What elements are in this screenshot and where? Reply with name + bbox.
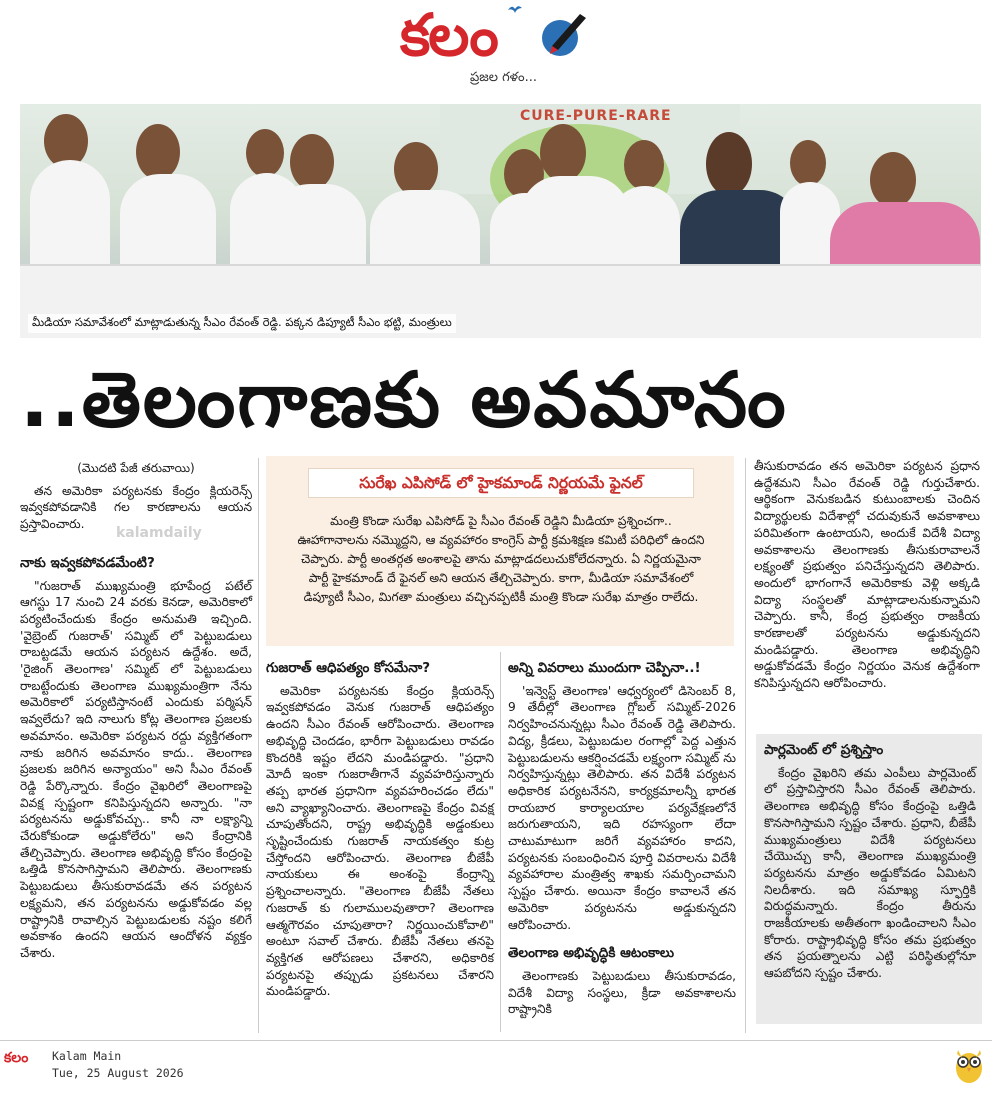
- edition-name: Kalam Main: [52, 1049, 122, 1063]
- article-column-3: [508, 654, 736, 1018]
- article-column-4: [754, 458, 980, 692]
- footer-logo[interactable]: కలం: [4, 1050, 29, 1066]
- paragraph: 'ఇన్వెస్ట్ తెలంగాణ' ఆధ్వర్యంలో డిసెంబర్ 8, 9 తేదీల్లో తెలంగాణ గ్లోబల్ సమ్మిట్-2026 నిర్వహించనున్నట్లు సీఎం రేవంత్ రెడ్డి తెలిపారు. విద్య, క్రీడలు, పెట్టుబడుల రంగాల్లో పెద్ద ఎత్తున పెట్టుబడులను ఆకర్షించడమే లక్ష్యంగా సమ్మిట్ ను నిర్వహిస్తున్నట్లు తెలిపారు. తన విదేశీ పర్యటన అధికారిక పర్యటనేనని, కార్యక్రమాలన్నీ భారత రాయబార కార్యాలయాల పర్యవేక్షణలోనే జరుగుతాయని, ఇది రహస్యంగా లేదా చాటుమాటుగా జరిగే వ్యవహారం కాదని, పర్యటనకు సంబంధించిన పూర్తి వివరాలను విదేశీ వ్యవహారాల మంత్రిత్వ శాఖకు సమర్పించామని స్పష్టం చేశారు. అయినా కేంద్రం కావాలనే తన అమెరికా పర్యటనను అడ్డుకున్నదని ఆరోపించారు.: [508, 683, 736, 932]
- logo[interactable]: కలం: [400, 1, 497, 69]
- paragraph: తీసుకురావడం తన అమెరికా పర్యటన ప్రధాన ఉద్దేశమని సీఎం రేవంత్ రెడ్డి గుర్తుచేశారు. ఆర్థికంగా వెనుకబడిన కుటుంబాలకు చెందిన విద్యార్థులకు విదేశాల్లో చదువుకునే అవకాశాలు పరిమితంగా ఉంటాయని, అందుకే విదేశీ విద్యా అవకాశాలను తెలంగాణకు తీసుకురావాలనే లక్ష్యంతో ప్రభుత్వం పనిచేస్తున్నదని తెలిపారు. అందులో భాగంగానే అమెరికాకు వెళ్లి అక్కడి విద్యా సంస్థలతో మాట్లాడాలనుకున్నామని చెప్పారు. కానీ, కేంద్ర ప్రభుత్వం రాజకీయ కారణాలతో పర్యటనను అడ్డుకున్నదని మండిపడ్డారు. తెలంగాణ అభివృద్ధిని అడ్డుకోవడమే కేంద్రం నిర్ణయం వెనుక ఉద్దేశంగా కనిపిస్తున్నదని ఆరోపించారు.: [754, 459, 980, 691]
- paragraph: కేంద్రం వైఖరిని తమ ఎంపీలు పార్లమెంట్ లో ప్రస్తావిస్తారని సీఎం రేవంత్ తెలిపారు. తెలంగాణ అభివృద్ధి కోసం కేంద్రంపై ఒత్తిడి కొనసాగిస్తామని స్పష్టం చేశారు. ప్రధాని, బీజేపీ ముఖ్యమంత్రులు విదేశీ పర్యటనలు చేయొచ్చు కానీ, తెలంగాణ ముఖ్యమంత్రి పర్యటనను మాత్రం అడ్డుకోవడం ఏమిటని నిలదీశారు. ఇది సమాఖ్య స్ఫూర్తికి విరుద్ధమన్నారు. కేంద్రం తీరును రాజకీయాలకు అతీతంగా ఖండించాలని సీఎం కోరారు. రాష్ట్రాభివృద్ధి కోసం తమ ప్రభుత్వం తన ప్రయత్నాలను ఎట్టి పరిస్థితుల్లోనూ ఆపబోదని స్పష్టం చేశారు.: [764, 765, 976, 981]
- subheading: నాకు ఇవ్వకపోవడమేంటి?: [20, 554, 155, 571]
- logo-tagline: ప్రజల గళం...: [470, 70, 538, 85]
- box-body: మంత్రి కొండా సురేఖ ఎపిసోడ్ పై సీఎం రేవంత్ రెడ్డిని మీడియా ప్రశ్నించగా.. ఊహాగానాలను నమ్మొద్దని, ఆ వ్యవహారం కాంగ్రెస్ పార్టీ క్రమశిక్షణ కమిటీ పరిధిలో ఉందని చెప్పారు. పార్టీ అంతర్గత అంశాలపై తాను మాట్లాడదలుచుకోలేదన్నారు. ఏ నిర్ణయమైనా పార్టీ హైకమాండ్ దే ఫైనల్ అని ఆయన తేల్చిచెప్పారు. కాగా, మీడియా సమావేశంలో డిప్యూటీ సీఎం, మిగతా మంత్రులు వచ్చినప్పటికీ మంత్రి కొండా సురేఖ మాత్రం రాలేదు.: [297, 514, 705, 604]
- headline: ..తెలంగాణకు అవమానం: [20, 355, 788, 444]
- bird-icon: [508, 4, 522, 14]
- footer-divider: [0, 1040, 992, 1041]
- sidebar-box-surekha: [266, 456, 734, 646]
- photo-caption: మీడియా సమావేశంలో మాట్లాడుతున్న సీఎం రేవంత్ రెడ్డి. పక్కన డిప్యూటీ సీఎం భట్టి, మంత్రులు: [28, 314, 456, 333]
- subheading: పార్లమెంట్ లో ప్రశ్నిస్తాం: [764, 742, 884, 758]
- article-column-4b: [764, 742, 976, 982]
- paragraph: తెలంగాణకు పెట్టుబడులు తీసుకురావడం, విదేశీ విద్యా సంస్థలు, క్రీడా అవకాశాలను రాష్ట్రానికి: [508, 968, 736, 1017]
- subheading: తెలంగాణ అభివృద్ధికి ఆటంకాలు: [508, 945, 675, 962]
- article-column-2: [266, 654, 494, 1000]
- sidebar-box-parliament: [756, 734, 982, 1024]
- continued-note: (మొదటి పేజీ తరువాయి): [77, 461, 195, 475]
- edition-date: Tue, 25 August 2026: [52, 1066, 184, 1080]
- paragraph: తన అమెరికా పర్యటనకు కేంద్రం క్లియరెన్స్ ఇవ్వకపోవడానికి గల కారణాలను ఆయన ప్రస్తావించారు.: [20, 483, 252, 532]
- column-divider: [500, 652, 501, 1032]
- watermark: kalamdaily: [116, 525, 202, 541]
- owl-icon[interactable]: [954, 1046, 984, 1084]
- subheading: గుజరాత్ ఆధిపత్యం కోసమేనా?: [266, 660, 431, 676]
- pen-nib-icon: [540, 8, 588, 60]
- press-meet-photo: [20, 104, 981, 338]
- column-divider: [258, 458, 259, 1033]
- paragraph: అమెరికా పర్యటనకు కేంద్రం క్లియరెన్స్ ఇవ్వకపోవడం వెనుక గుజరాత్ ఆధిపత్యం ఉందని సీఎం రేవంత్ ఆరోపించారు. తెలంగాణ అభివృద్ధి చెందడం, భారీగా పెట్టుబడులు రావడం కొందరికి ఇష్టం లేదని మండిపడ్డారు. "ప్రధాని మోదీ ఇంకా గుజరాతీగానే వ్యవహరిస్తున్నారు తప్ప భారత ప్రధానిగా వ్యవహరించడం లేదు" అని వ్యాఖ్యానించారు. తెలంగాణపై కేంద్రం వివక్ష చూపుతోందని, రాష్ట్ర అభివృద్ధికి అడ్డంకులు సృష్టించేందుకు గుజరాత్ నాయకత్వం కుట్ర చేస్తోందని ఆరోపించారు. తెలంగాణ బీజేపీ నాయకులు ఈ అంశంపై కేంద్రాన్ని ప్రశ్నించాలన్నారు. "తెలంగాణ బీజేపీ నేతలు గుజరాత్ కు గులాములవుతారా? తెలంగాణ ఆత్మగౌరవం చూపుతారా? నిర్ణయించుకోవాలి" అంటూ సవాల్ చేశారు. బీజేపీ నేతలు తనపై వ్యక్తిగత ఆరోపణలు చేశారని, అధికారిక పర్యటనపై తప్పుడు ప్రకటనలు చేశారని మండిపడ్డారు.: [266, 683, 494, 999]
- box-title: సురేఖ ఎపిసోడ్ లో హైకమాండ్ నిర్ణయమే ఫైనల్: [308, 468, 694, 498]
- masthead: [0, 0, 992, 96]
- photo-banner-text: CURE-PURE-RARE: [520, 108, 672, 124]
- column-divider: [745, 458, 746, 1033]
- footer-info: [52, 1048, 184, 1082]
- subheading: అన్ని వివరాలు ముందుగా చెప్పినా..!: [508, 660, 701, 676]
- paragraph: "గుజరాత్ ముఖ్యమంత్రి భూపేంద్ర పటేల్ ఆగస్టు 17 నుంచి 24 వరకు కెనడా, అమెరికాలో పర్యటించేందుకు కేంద్రం అనుమతి ఇచ్చింది. 'వైబ్రెంట్ గుజరాత్' సమ్మిట్ లో పెట్టుబడులు రాబట్టడమే ఆయన పర్యటన ఉద్దేశం. అదే, 'రైజింగ్ తెలంగాణ' సమ్మిట్ లో పెట్టుబడులు రాబట్టేందుకు తెలంగాణ ముఖ్యమంత్రిగా నేను అమెరికాలో పర్యటిస్తానంటే ఎందుకు పర్మిషన్ ఇవ్వలేదు? ఇది నాలుగు కోట్ల తెలంగాణ ప్రజలకు అవమానం. అమెరికా పర్యటన రద్దు వ్యక్తిగతంగా నాకు జరిగిన అవమానం కాదు.. తెలంగాణ ప్రజలకు జరిగిన అన్యాయం" అని సీఎం రేవంత్ రెడ్డి పేర్కొన్నారు. కేంద్రం వైఖరిలో తెలంగాణపై వివక్ష స్పష్టంగా కనిపిస్తున్నదని అన్నారు. "నా పర్యటనను అడ్డుకోవచ్చు.. కానీ నా లక్ష్యాన్ని చేరుకోకుండా అడ్డుకోలేరు" అని కేంద్రానికి తేల్చిచెప్పారు. తెలంగాణ అభివృద్ధి కోసం కేంద్రంపై ఒత్తిడి కొనసాగిస్తామని తెలిపారు. తెలంగాణకు పెట్టుబడులు తీసుకురావడమే తన పర్యటన లక్ష్యమని, తన పర్యటనను అడ్డుకోవడం వల్ల రాష్ట్రానికి రావాల్సిన పెట్టుబడులకు నష్టం కలిగే అవకాశం ఉందని ఆయన ఆందోళన వ్యక్తం చేశారు.: [20, 578, 252, 960]
